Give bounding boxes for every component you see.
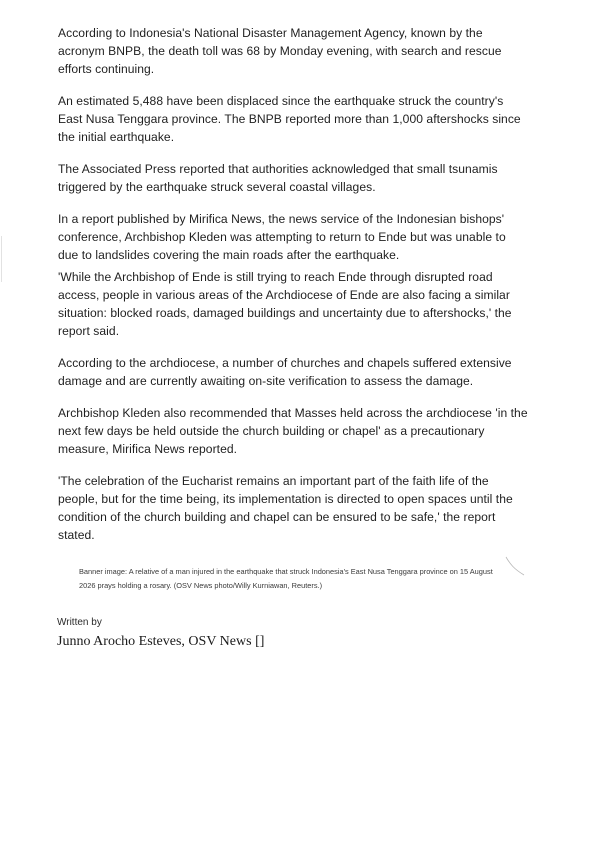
scan-edge-mark xyxy=(1,236,2,282)
byline-author: Junno Arocho Esteves, OSV News [] xyxy=(57,634,265,649)
scan-artifact-mark xyxy=(504,555,528,579)
article-paragraph: The Associated Press reported that authorities acknowledged that small tsunamis triggered by the earthquake struck several coastal villages. xyxy=(58,162,498,194)
article-paragraph: According to the archdiocese, a number of churches and chapels suffered extensive damage and are currently awaiting on-site verification to assess the damage. xyxy=(58,356,512,388)
article-paragraph: An estimated 5,488 have been displaced since the earthquake struck the country's East Nusa Tenggara province. The BNPB reported more than 1,000 aftershocks since the initial earthquake. xyxy=(58,94,521,144)
article-body xyxy=(58,24,528,558)
article-paragraph: According to Indonesia's National Disaster Management Agency, known by the acronym BNPB, the death toll was 68 by Monday evening, with search and rescue efforts continuing. xyxy=(58,26,502,76)
article-paragraph: 'While the Archbishop of Ende is still trying to reach Ende through disrupted road access, people in various areas of the Archdiocese of Ende are also facing a similar situation: blocked roads, damaged buildings and uncertainty due to aftershocks,' the report said. xyxy=(58,270,512,338)
image-caption: Banner image: A relative of a man injured in the earthquake that struck Indonesia's East Nusa Tenggara province on 15 August 2026 prays holding a rosary. (OSV News photo/Willy Kurniawan, Reuters.) xyxy=(79,567,493,590)
byline-label: Written by xyxy=(57,617,102,628)
article-paragraph: 'The celebration of the Eucharist remains an important part of the faith life of the people, but for the time being, its implementation is directed to open spaces until the condition of the church building and chapel can be ensured to be safe,' the report stated. xyxy=(58,474,513,542)
article-paragraph: In a report published by Mirifica News, the news service of the Indonesian bishops' conference, Archbishop Kleden was attempting to return to Ende but was unable to due to landslides covering the main roads after the earthquake. xyxy=(58,212,506,262)
article-paragraph: Archbishop Kleden also recommended that Masses held across the archdiocese 'in the next few days be held outside the church building or chapel' as a precautionary measure, Mirifica News reported. xyxy=(58,406,528,456)
